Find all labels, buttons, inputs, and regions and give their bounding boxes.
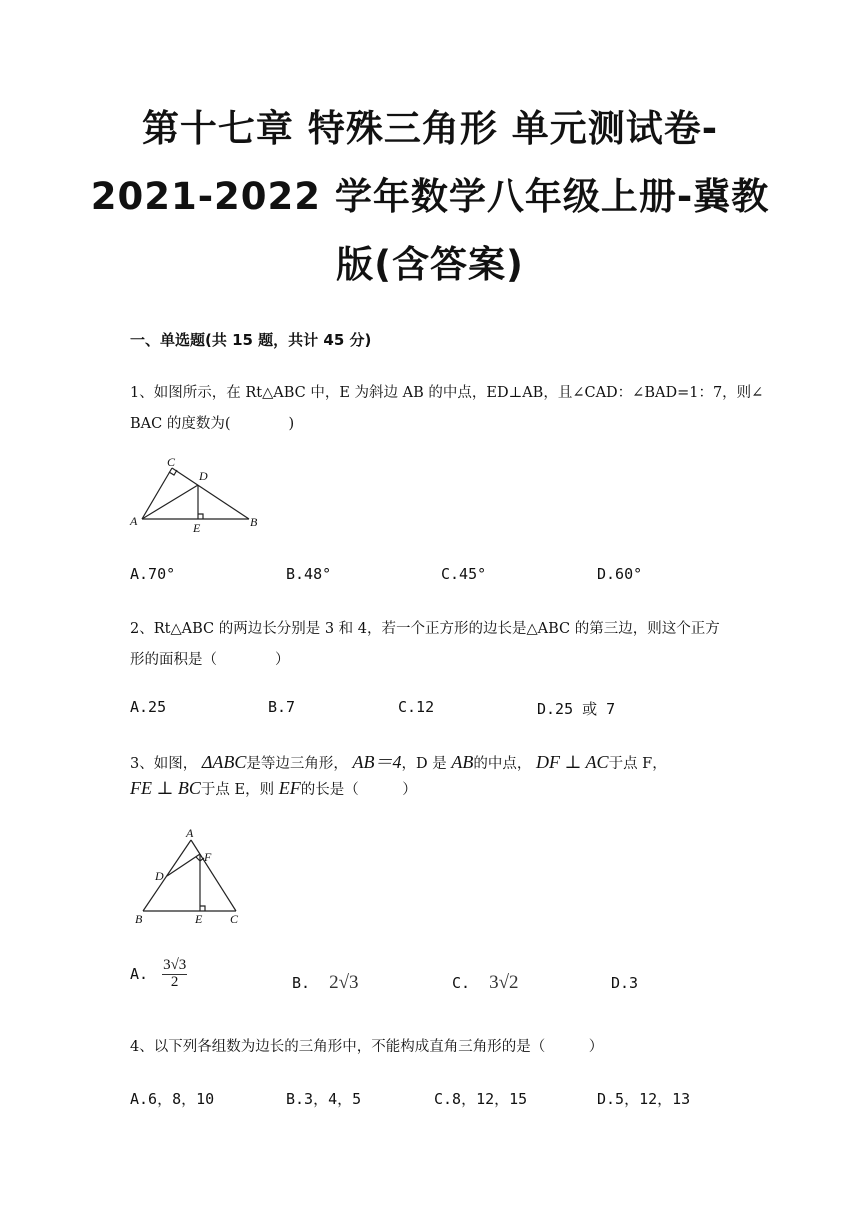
q3-option-c-label: C. [452,974,471,992]
page-title-line-2: 2021-2022 学年数学八年级上册-冀教 [90,175,770,218]
q3-math-triangle-abc: ΔABC [201,752,247,772]
q3-text-2: ，D 是 [401,756,452,772]
question-4-option-c[interactable]: C.8，12，15 [434,1090,528,1108]
page-title-line-3: 版(含答案) [336,243,524,286]
q1-label-d: D [199,469,208,483]
question-4-option-a[interactable]: A.6，8，10 [130,1090,215,1108]
q1-label-a: A [130,514,138,528]
q3-side-ac [191,840,236,911]
q3-text-5: 于点 E，则 [200,782,279,798]
question-1-figure [125,455,265,535]
question-2-text-line-1: 2、Rt△ABC 的两边长分别是 3 和 4，若一个正方形的边长是△ABC 的第三边，则这个正方 [130,621,720,637]
question-3-option-a[interactable] [130,958,187,991]
question-3-option-c[interactable] [452,972,519,994]
question-2-option-a[interactable]: A.25 [130,698,167,716]
q3-math-ab: AB [451,752,474,772]
q3-label-c: C [230,912,239,926]
q1-segment-ad [142,485,198,519]
q3-label-f: F [204,850,212,864]
q3-segment-df [167,854,200,876]
q3-option-a-fraction [162,958,187,991]
q3-option-b-value: 2√3 [329,972,359,993]
q3-label-b: B [135,912,143,926]
question-2-option-c[interactable]: C.12 [398,698,435,716]
q3-math-ab-equals-4: AB＝4 [352,752,402,772]
question-1-text-line-1: 1、如图所示，在 Rt△ABC 中，E 为斜边 AB 的中点，ED⊥AB，且∠CAD：∠BAD=1：7，则∠ [130,385,764,401]
q3-label-a: A [186,826,194,840]
question-3-text-line-1 [130,748,667,774]
question-1-option-a[interactable]: A.70° [130,565,176,583]
q3-option-c-value: 3√2 [489,972,519,993]
q3-text-4: 于点 F， [608,756,667,772]
question-4-option-b[interactable]: B.3，4，5 [286,1090,362,1108]
q3-option-b-label: B. [292,974,311,992]
q3-text-1: 是等边三角形， [246,756,348,772]
question-1-option-c[interactable]: C.45° [441,565,487,583]
q3-math-df-perp-ac: DF ⊥ AC [535,752,609,772]
q3-option-a-denominator: 2 [170,973,179,990]
q3-right-angle-mark-e [200,906,205,911]
q3-text-6: 的长是（ ） [300,782,417,798]
q3-label-e: E [195,912,203,926]
question-4-option-d[interactable]: D.5，12，13 [597,1090,691,1108]
q1-label-c: C [167,455,176,469]
question-3-option-d[interactable]: D.3 [611,974,639,992]
question-1-option-d[interactable]: D.60° [597,565,643,583]
q1-label-b: B [250,515,258,529]
q3-label-d: D [155,869,164,883]
question-1-text-line-2: BAC 的度数为( ) [130,416,295,432]
q1-right-angle-mark-e [198,514,203,519]
question-3-figure [128,825,248,927]
q3-math-fe-perp-bc: FE ⊥ BC [130,778,201,798]
question-4-text: 4、以下列各组数为边长的三角形中，不能构成直角三角形的是（ ） [130,1039,604,1055]
question-2-text-line-2: 形的面积是（ ） [130,652,290,668]
q3-prefix: 3、如图， [130,756,198,772]
question-1-option-b[interactable]: B.48° [286,565,332,583]
q3-text-3: 的中点， [473,756,532,772]
page-title-line-1: 第十七章 特殊三角形 单元测试卷- [141,107,719,150]
q1-label-e: E [193,521,201,535]
section-heading: 一、单选题(共 15 题，共计 45 分) [130,331,372,349]
q3-option-a-label: A. [130,965,149,984]
q3-option-a-numerator: 3√3 [163,957,187,973]
question-3-option-b[interactable] [292,972,359,994]
question-2-option-b[interactable]: B.7 [268,698,296,716]
question-2-option-d[interactable]: D.25 或 7 [537,700,616,718]
question-3-text-line-2 [130,778,417,799]
q1-side-ac [142,468,172,519]
q3-math-ef: EF [278,778,301,798]
